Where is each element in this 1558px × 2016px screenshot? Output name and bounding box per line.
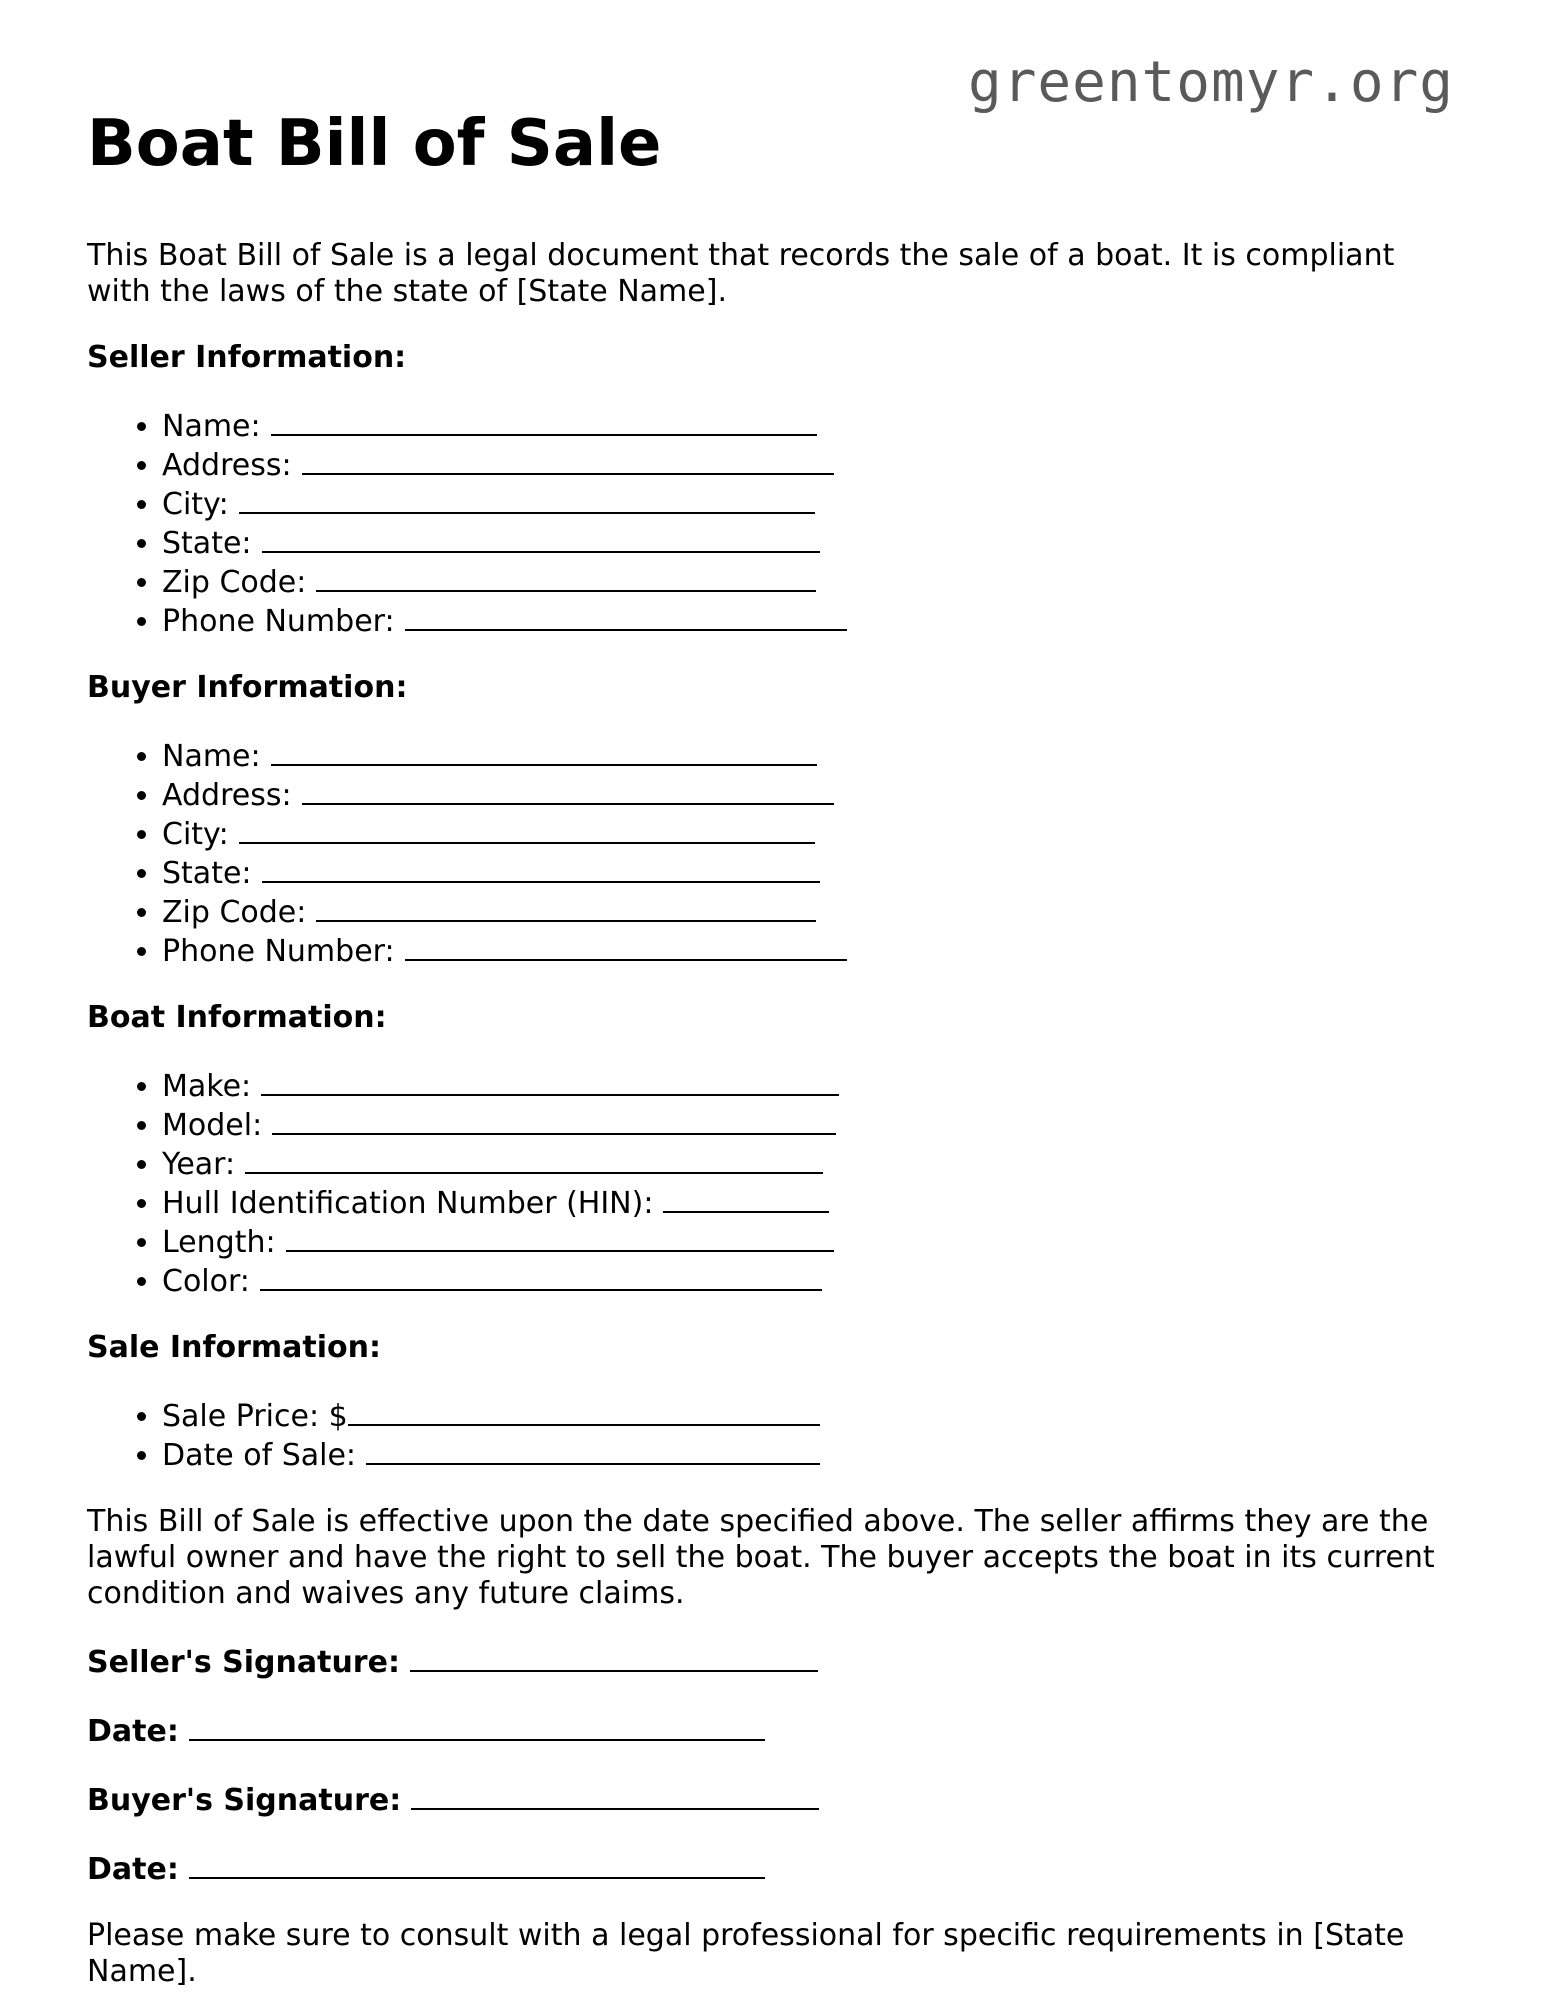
sale-date-blank[interactable] <box>366 1435 820 1465</box>
field-label: State: <box>162 526 252 561</box>
buyer-name-blank[interactable] <box>271 736 817 766</box>
boat-year-blank[interactable] <box>245 1144 823 1174</box>
seller-date-blank[interactable] <box>189 1711 765 1741</box>
field-label: City: <box>162 487 229 522</box>
sale-date-field <box>162 1435 1467 1474</box>
buyer-phone-field <box>162 931 1467 970</box>
buyer-state-blank[interactable] <box>262 853 820 883</box>
buyer-signature-blank[interactable] <box>411 1780 819 1810</box>
seller-zip-blank[interactable] <box>316 562 816 592</box>
seller-signature-blank[interactable] <box>410 1642 818 1672</box>
page-title: Boat Bill of Sale <box>87 107 662 181</box>
field-label: Year: <box>162 1147 236 1182</box>
field-label: Length: <box>162 1225 276 1260</box>
seller-signature-label: Seller's Signature: <box>87 1645 400 1680</box>
seller-state-blank[interactable] <box>262 523 820 553</box>
boat-model-field <box>162 1105 1467 1144</box>
field-label: Date of Sale: <box>162 1438 357 1473</box>
field-label: Phone Number: <box>162 934 395 969</box>
boat-hin-blank[interactable] <box>663 1183 829 1213</box>
seller-section-heading: Seller Information: <box>87 340 407 375</box>
boat-field-list <box>87 1066 1467 1300</box>
boat-length-field <box>162 1222 1467 1261</box>
buyer-zip-blank[interactable] <box>316 892 816 922</box>
field-label: Zip Code: <box>162 895 307 930</box>
buyer-date-line <box>87 1849 1467 1888</box>
field-label: Make: <box>162 1069 252 1104</box>
seller-name-field <box>162 406 1467 445</box>
buyer-section-heading: Buyer Information: <box>87 670 408 705</box>
field-label: Color: <box>162 1264 250 1299</box>
field-label: Address: <box>162 448 292 483</box>
seller-date-line <box>87 1711 1467 1750</box>
buyer-city-field <box>162 814 1467 853</box>
document-page <box>87 107 1467 1990</box>
field-label: Model: <box>162 1108 263 1143</box>
seller-name-blank[interactable] <box>271 406 817 436</box>
field-label: Sale Price: $ <box>162 1399 348 1434</box>
boat-make-blank[interactable] <box>261 1066 839 1096</box>
buyer-address-blank[interactable] <box>302 775 834 805</box>
sale-field-list <box>87 1396 1467 1474</box>
buyer-field-list <box>87 736 1467 970</box>
buyer-phone-blank[interactable] <box>405 931 847 961</box>
sale-price-field <box>162 1396 1467 1435</box>
sale-price-blank[interactable] <box>348 1396 820 1426</box>
seller-address-blank[interactable] <box>302 445 834 475</box>
boat-length-blank[interactable] <box>286 1222 834 1252</box>
seller-date-label: Date: <box>87 1714 179 1749</box>
boat-hin-field <box>162 1183 1467 1222</box>
field-label: Hull Identification Number (HIN): <box>162 1186 654 1221</box>
buyer-address-field <box>162 775 1467 814</box>
seller-phone-blank[interactable] <box>405 601 847 631</box>
field-label: Name: <box>162 409 261 444</box>
seller-signature-line <box>87 1642 1467 1681</box>
boat-year-field <box>162 1144 1467 1183</box>
seller-state-field <box>162 523 1467 562</box>
boat-section-heading: Boat Information: <box>87 1000 387 1035</box>
disclaimer-paragraph: Please make sure to consult with a legal professional for specific requirements in [State Name]. <box>87 1918 1405 1989</box>
seller-zip-field <box>162 562 1467 601</box>
boat-color-field <box>162 1261 1467 1300</box>
buyer-state-field <box>162 853 1467 892</box>
boat-model-blank[interactable] <box>272 1105 836 1135</box>
sale-section-heading: Sale Information: <box>87 1330 381 1365</box>
buyer-city-blank[interactable] <box>239 814 815 844</box>
buyer-date-blank[interactable] <box>189 1849 765 1879</box>
watermark-text: greentomyr.org <box>967 50 1454 115</box>
field-label: Name: <box>162 739 261 774</box>
buyer-zip-field <box>162 892 1467 931</box>
buyer-signature-label: Buyer's Signature: <box>87 1783 402 1818</box>
boat-make-field <box>162 1066 1467 1105</box>
seller-address-field <box>162 445 1467 484</box>
field-label: Zip Code: <box>162 565 307 600</box>
intro-paragraph: This Boat Bill of Sale is a legal document that records the sale of a boat. It is compliant with the laws of the state of [State Name]. <box>87 238 1395 309</box>
field-label: Address: <box>162 778 292 813</box>
field-label: Phone Number: <box>162 604 395 639</box>
seller-field-list <box>87 406 1467 640</box>
seller-phone-field <box>162 601 1467 640</box>
seller-city-field <box>162 484 1467 523</box>
field-label: City: <box>162 817 229 852</box>
field-label: State: <box>162 856 252 891</box>
seller-city-blank[interactable] <box>239 484 815 514</box>
buyer-name-field <box>162 736 1467 775</box>
buyer-date-label: Date: <box>87 1852 179 1887</box>
boat-color-blank[interactable] <box>260 1261 822 1291</box>
buyer-signature-line <box>87 1780 1467 1819</box>
closing-paragraph: This Bill of Sale is effective upon the date specified above. The seller affirms they are the lawful owner and have the right to sell the boat. The buyer accepts the boat in its current condition and waives any future claims. <box>87 1504 1435 1611</box>
